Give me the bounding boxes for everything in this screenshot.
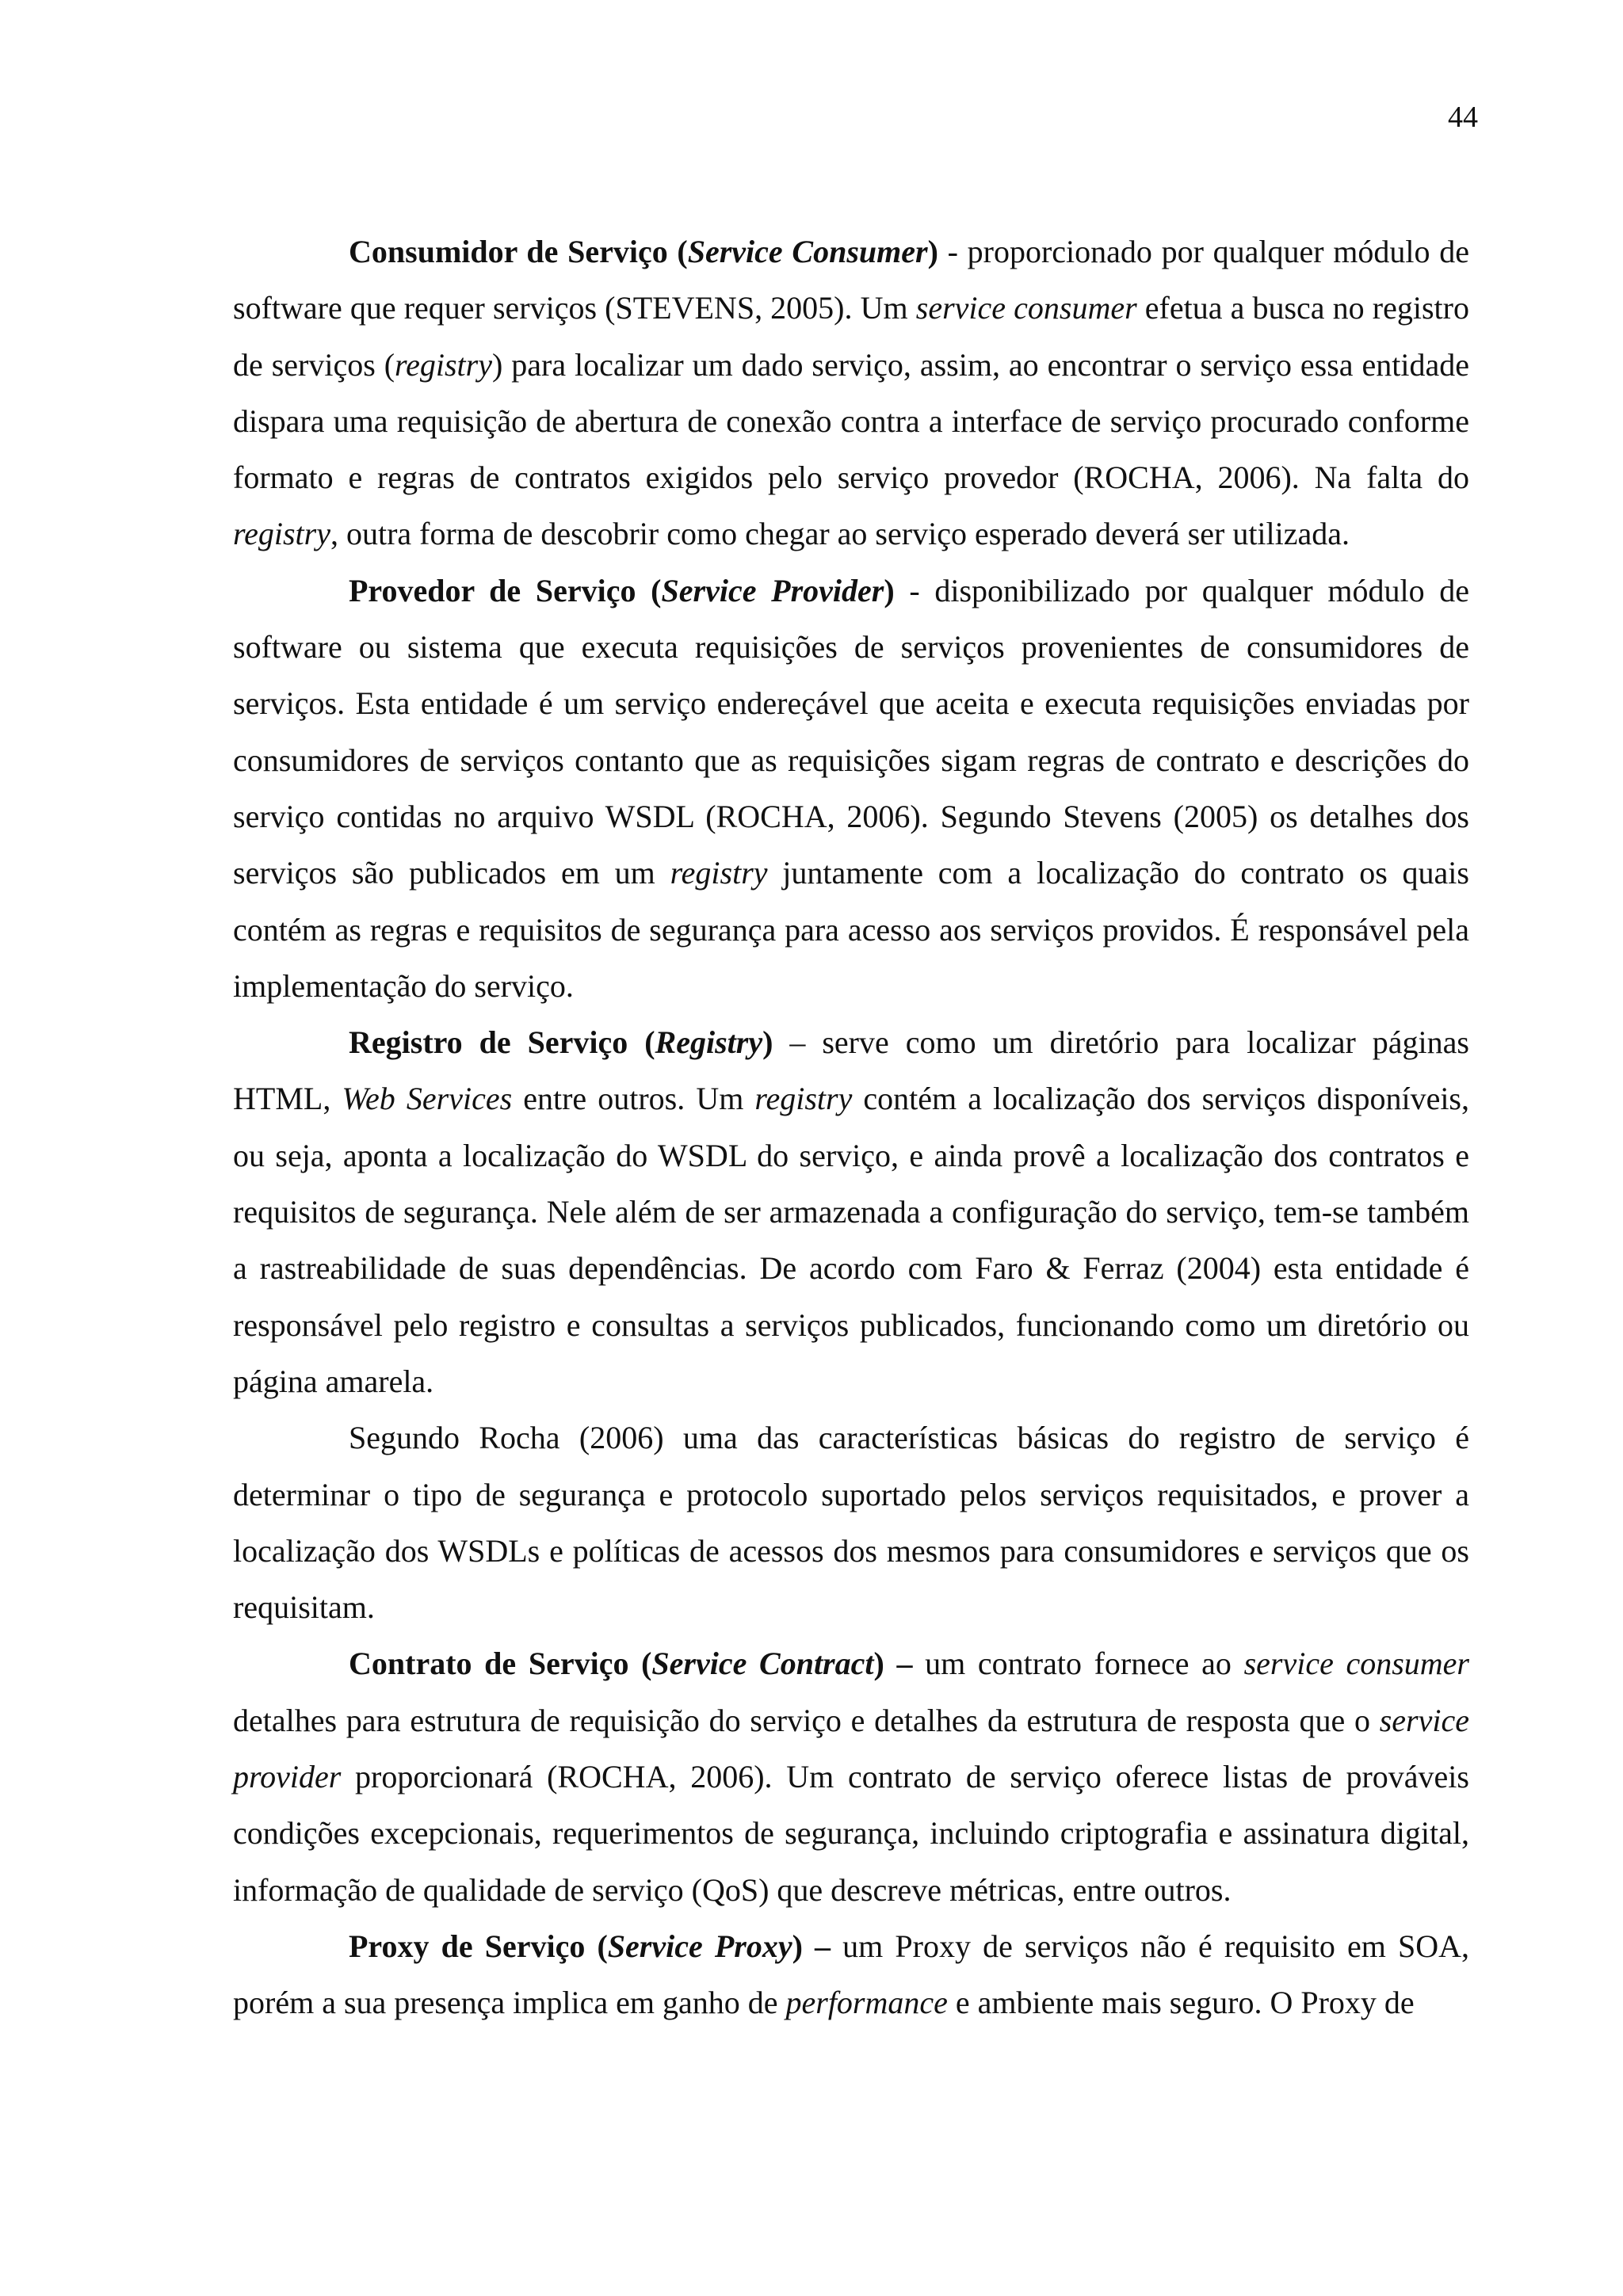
italic-term: service consumer bbox=[915, 290, 1137, 326]
text-run: , outra forma de descobrir como chegar ao serviço esperado deverá ser utilizada. bbox=[330, 516, 1350, 552]
term-heading: ) bbox=[762, 1024, 773, 1061]
text-run: um Proxy de serviços não é requisito em SOA, porém a sua presença implica em ganho de bbox=[233, 1928, 1470, 2021]
term-heading: Registry bbox=[655, 1024, 763, 1061]
term-heading: Service Contract bbox=[651, 1646, 874, 1682]
text-run: e ambiente mais seguro. O Proxy de bbox=[947, 1985, 1415, 2021]
paragraph bbox=[233, 1014, 1469, 1409]
paragraph bbox=[233, 1918, 1469, 2031]
term-heading: ) bbox=[884, 572, 895, 608]
italic-term: registry bbox=[670, 855, 768, 891]
text-run: proporcionará (ROCHA, 2006). Um contrato de serviço oferece listas de prováveis condições excepcionais, requerimentos de segurança, incluindo criptografia e assinatura digital, informação de qualidade de serviço (QoS) que descreve métricas, entre outros. bbox=[233, 1759, 1469, 1908]
italic-term: registry bbox=[754, 1081, 853, 1117]
italic-term: registry bbox=[395, 346, 492, 383]
text-run: efetua a busca no registro de serviços ( bbox=[233, 290, 1469, 383]
italic-term: registry bbox=[233, 516, 330, 552]
paragraph bbox=[233, 563, 1469, 1014]
text-run: contém a localização dos serviços disponíveis, ou seja, aponta a localização do WSDL do serviço, e ainda provê a localização dos contratos e requisitos de segurança. Nele além de ser armazenada a configuração do serviço, tem-se também a rastreabilidade de suas dependências. De acordo com Faro & Ferraz (2004) esta entidade é responsável pelo registro e consultas a serviços publicados, funcionando como um diretório ou página amarela. bbox=[233, 1081, 1470, 1399]
text-run: - disponibilizado por qualquer módulo de software ou sistema que executa requisições de serviços provenientes de consumidores de serviços. Esta entidade é um serviço endereçável que aceita e executa requisições enviadas por consumidores de serviços contanto que as requisições sigam regras de contrato e descrições do serviço contidas no arquivo WSDL (ROCHA, 2006). Segundo Stevens (2005) os detalhes dos serviços são publicados em um bbox=[233, 572, 1470, 891]
italic-term: performance bbox=[785, 1985, 948, 2021]
text-run: Segundo Rocha (2006) uma das características básicas do registro de serviço é determinar o tipo de segurança e protocolo suportado pelos serviços requisitados, e prover a localização dos WSDLs e políticas de acessos dos mesmos para consumidores e serviços que os requisitam. bbox=[233, 1420, 1469, 1626]
term-heading: ) – bbox=[792, 1928, 831, 1964]
text-run: entre outros. Um bbox=[512, 1081, 755, 1117]
term-heading: Service Provider bbox=[661, 572, 884, 608]
text-run: detalhes para estrutura de requisição do serviço e detalhes da estrutura de resposta que o bbox=[233, 1702, 1380, 1738]
term-heading: Proxy de Serviço ( bbox=[349, 1928, 608, 1964]
term-heading: ) bbox=[927, 234, 938, 269]
text-run: juntamente com a localização do contrato os quais contém as regras e requisitos de segurança para acesso aos serviços providos. É responsável pela implementação do serviço. bbox=[233, 855, 1469, 1004]
term-heading: Service Consumer bbox=[687, 234, 928, 269]
paragraph bbox=[233, 223, 1469, 563]
term-heading: Registro de Serviço ( bbox=[349, 1024, 655, 1061]
italic-term: service provider bbox=[233, 1702, 1469, 1795]
text-run: ) para localizar um dado serviço, assim, ao encontrar o serviço essa entidade dispara uma requisição de abertura de conexão contra a interface de serviço procurado conforme formato e regras de contratos exigidos pelo serviço provedor (ROCHA, 2006). Na falta do bbox=[233, 346, 1469, 496]
text-run: - proporcionado por qualquer módulo de software que requer serviços (STEVENS, 2005). Um bbox=[233, 234, 1469, 326]
term-heading: Consumidor de Serviço ( bbox=[349, 234, 688, 269]
term-heading: Provedor de Serviço ( bbox=[349, 572, 662, 608]
term-heading: Service Proxy bbox=[607, 1928, 792, 1964]
term-heading: Contrato de Serviço ( bbox=[349, 1646, 652, 1682]
term-heading: ) – bbox=[873, 1646, 913, 1682]
paragraph bbox=[233, 1635, 1469, 1917]
body-text bbox=[233, 223, 1469, 2031]
italic-term: service consumer bbox=[1243, 1646, 1470, 1682]
italic-term: Web Services bbox=[342, 1081, 513, 1117]
text-run: – serve como um diretório para localizar páginas HTML, bbox=[233, 1024, 1469, 1117]
text-run: um contrato fornece ao bbox=[912, 1646, 1244, 1682]
paragraph bbox=[233, 1409, 1469, 1635]
page-number: 44 bbox=[1448, 101, 1478, 134]
